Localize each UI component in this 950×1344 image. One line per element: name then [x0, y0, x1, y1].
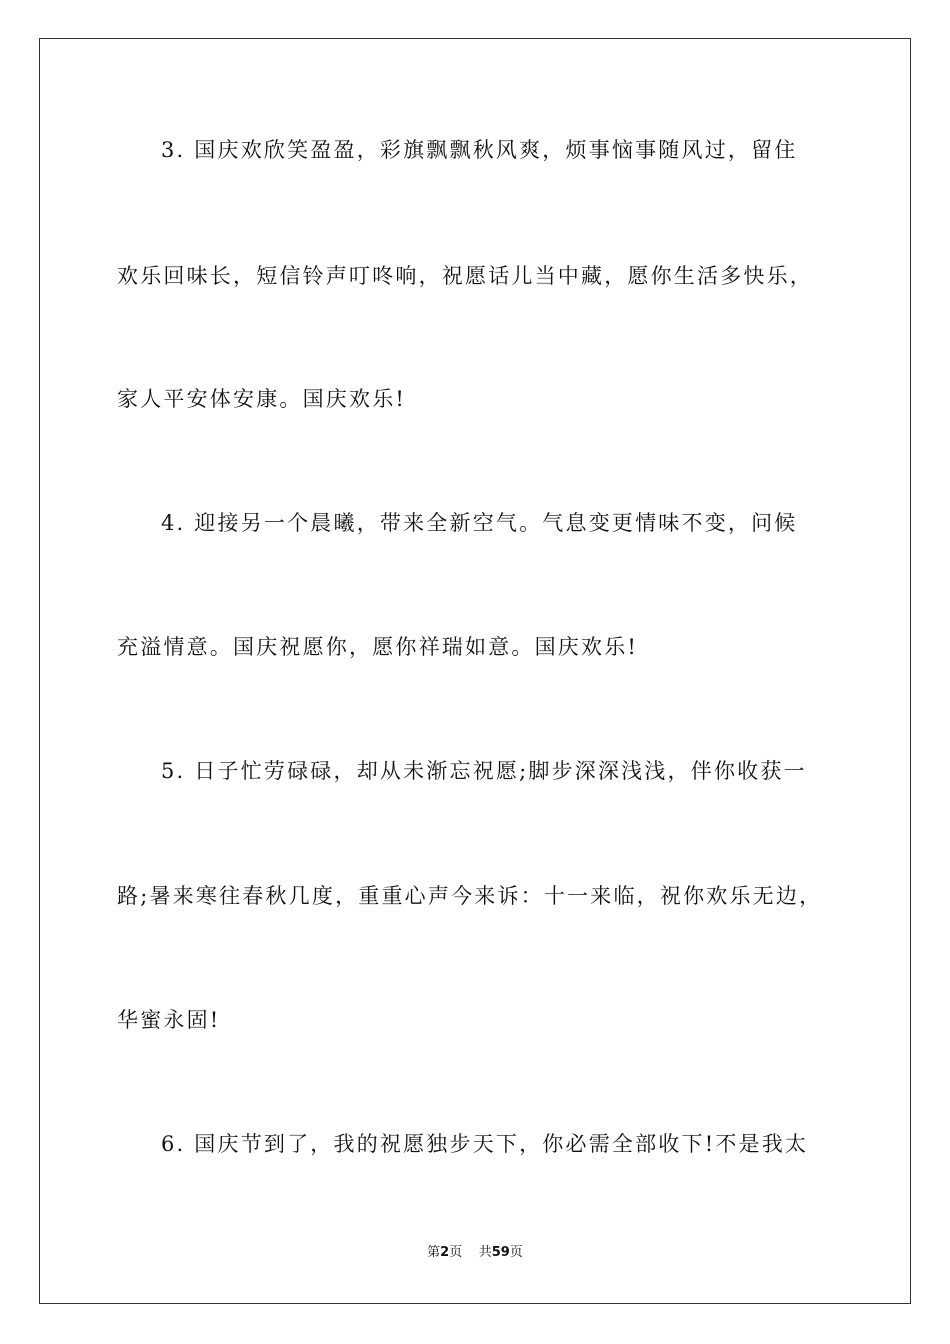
page-footer [0, 1245, 950, 1261]
paragraph-4-line-2: 充溢情意。国庆祝愿你，愿你祥瑞如意。国庆欢乐! [117, 635, 639, 659]
paragraph-3-line-1: 3. 国庆欢欣笑盈盈，彩旗飘飘秋风爽，烦事恼事随风过，留住 [161, 138, 798, 162]
paragraph-3-line-2: 欢乐回味长，短信铃声叮咚响，祝愿话儿当中藏，愿你生活多快乐， [117, 264, 813, 288]
paragraph-5-line-3: 华蜜永固! [117, 1008, 221, 1032]
footer-total-suffix: 页 [509, 1245, 523, 1260]
footer-page-prefix: 第 [427, 1245, 441, 1260]
paragraph-3-line-3: 家人平安体安康。国庆欢乐! [117, 387, 407, 411]
footer-page-number: 2 [440, 1245, 450, 1260]
footer-total-number: 59 [491, 1245, 510, 1260]
paragraph-6-line-1: 6. 国庆节到了，我的祝愿独步天下，你必需全部收下!不是我太 [161, 1132, 809, 1156]
footer-page-suffix: 页 [449, 1245, 463, 1260]
footer-total-prefix: 共 [478, 1245, 492, 1260]
paragraph-4-line-1: 4. 迎接另一个晨曦，带来全新空气。气息变更情味不变，问候 [161, 511, 798, 535]
paragraph-5-line-2: 路;暑来寒往春秋几度，重重心声今来诉：十一来临，祝你欢乐无边， [117, 884, 823, 908]
page-border [39, 38, 911, 1304]
paragraph-5-line-1: 5. 日子忙劳碌碌，却从未渐忘祝愿;脚步深深浅浅，伴你收获一 [161, 759, 807, 783]
